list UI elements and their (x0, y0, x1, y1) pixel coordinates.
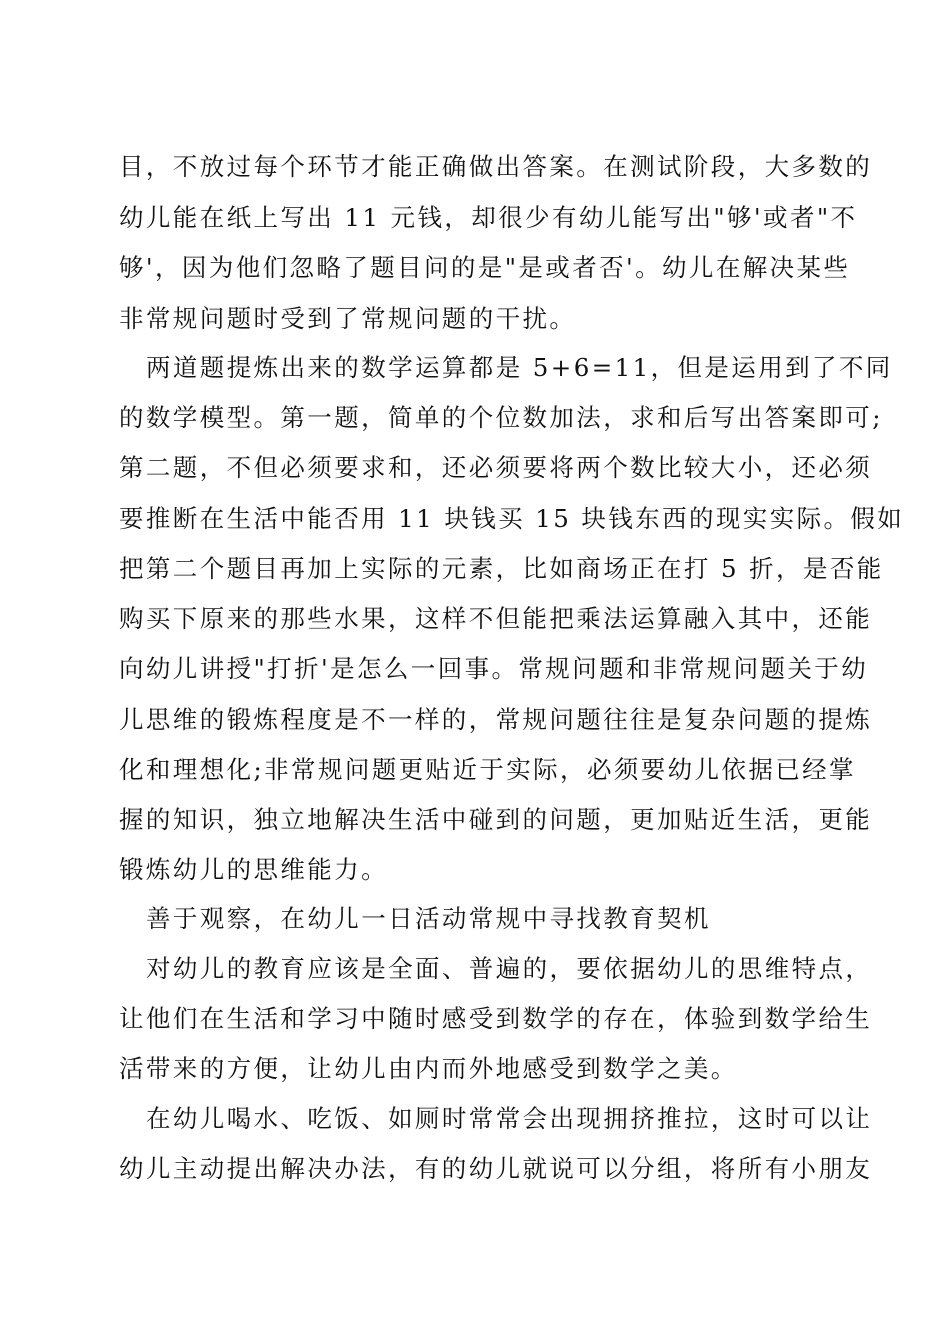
paragraph-start-line: 在幼儿喝水、吃饭、如厕时常常会出现拥挤推拉，这时可以让 (146, 1104, 873, 1133)
text-line: 非常规问题时受到了常规问题的干扰。 (119, 304, 577, 333)
text-line: 的数学模型。第一题，简单的个位数加法，求和后写出答案即可; (119, 403, 883, 432)
text-line: 向幼儿讲授"打折'是怎么一回事。常规问题和非常规问题关于幼 (119, 654, 869, 683)
text-line: 目，不放过每个环节才能正确做出答案。在测试阶段，大多数的 (119, 152, 873, 181)
text-line: 锻炼幼儿的思维能力。 (119, 855, 388, 884)
text-line: 让他们在生活和学习中随时感受到数学的存在，体验到数学给生 (119, 1004, 873, 1033)
text-line: 活带来的方便，让幼儿由内而外地感受到数学之美。 (119, 1054, 738, 1083)
text-line: 购买下原来的那些水果，这样不但能把乘法运算融入其中，还能 (119, 604, 873, 633)
text-line: 要推断在生活中能否用 11 块钱买 15 块钱东西的现实实际。假如 (119, 504, 905, 533)
paragraph-start-line: 对幼儿的教育应该是全面、普遍的，要依据幼儿的思维特点， (146, 954, 873, 983)
text-line: 幼儿能在纸上写出 11 元钱，却很少有幼儿能写出"够'或者"不 (119, 203, 858, 232)
text-line: 第二题，不但必须要求和，还必须要将两个数比较大小，还必须 (119, 453, 873, 482)
text-line: 儿思维的锻炼程度是不一样的，常规问题往往是复杂问题的提炼 (119, 705, 873, 734)
text-line: 握的知识，独立地解决生活中碰到的问题，更加贴近生活，更能 (119, 805, 873, 834)
text-line: 够'，因为他们忽略了题目问的是"是或者否'。幼儿在解决某些 (119, 253, 851, 282)
text-line: 把第二个题目再加上实际的元素，比如商场正在打 5 折，是否能 (119, 554, 884, 583)
paragraph-start-line: 两道题提炼出来的数学运算都是 5+6=11，但是运用到了不同 (146, 353, 893, 382)
section-heading: 善于观察，在幼儿一日活动常规中寻找教育契机 (146, 904, 711, 933)
text-line: 幼儿主动提出解决办法，有的幼儿就说可以分组，将所有小朋友 (119, 1154, 873, 1183)
text-line: 化和理想化;非常规问题更贴近于实际，必须要幼儿依据已经掌 (119, 755, 856, 784)
